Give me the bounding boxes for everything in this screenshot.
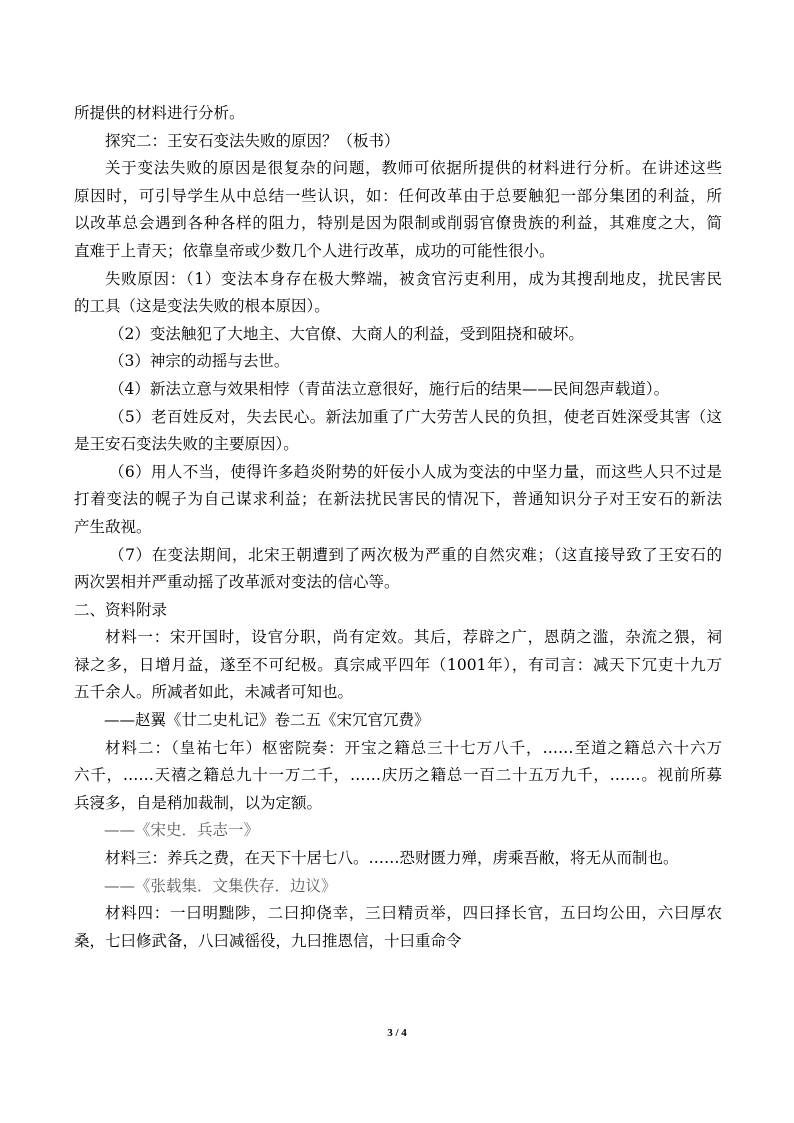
material-text: 兵寖多，自是稍加裁制，以为定额。	[74, 793, 323, 812]
text-line: 以改革总会遇到各种各样的阻力，特别是因为限制或削弱官僚贵族的利益，其难度之大，简	[74, 214, 722, 233]
page-number: 3 / 4	[387, 1027, 407, 1039]
list-item: （7）在变法期间，北宋王朝遭到了两次极为严重的自然灾难；（这直接导致了王安石的	[109, 545, 722, 564]
material-text: 桑，七曰修武备，八曰减徭役，九曰推恩信，十曰重命令	[74, 931, 462, 950]
material-text: 材料一：宋开国时，设官分职，尚有定效。其后，荐辟之广，恩荫之滥，杂流之猥，祠	[105, 628, 722, 647]
list-item: （5）老百姓反对，失去民心。新法加重了广大劳苦人民的负担，使老百姓深受其害（这	[109, 407, 722, 426]
list-item: （3）神宗的动摇与去世。	[109, 352, 290, 371]
list-item: （6）用人不当，使得许多趋炎附势的奸佞小人成为变法的中坚力量，而这些人只不过是	[109, 462, 722, 481]
material-text: 材料二：（皇祐七年）枢密院奏：开宝之籍总三十七万八千，……至道之籍总六十六万	[105, 738, 722, 757]
material-text: 六千，……天禧之籍总九十一万二千，……庆历之籍总一百二十五万九千，……。视前所募	[74, 766, 722, 785]
text-line: 的工具（这是变法失败的根本原因）。	[74, 297, 330, 316]
section-heading: 探究二：王安石变法失败的原因？（板书）	[105, 131, 400, 150]
text-line: 打着变法的幌子为自己谋求利益；在新法扰民害民的情况下，普通知识分子对王安石的新法	[74, 490, 722, 509]
citation: ——赵翼《廿二史札记》卷二五《宋冗官冗费》	[104, 711, 430, 730]
material-text: 材料三：养兵之费，在天下十居七八。……恐财匮力殚，虏乘吾敝，将无从而制也。	[105, 849, 679, 868]
text-line: 两次罢相并严重动摇了改革派对变法的信心等。	[74, 573, 400, 592]
material-text: 材料四：一曰明黜陟，二曰抑侥幸，三曰精贡举，四曰择长官，五曰均公田，六曰厚农	[105, 904, 722, 923]
text-line: 所提供的材料进行分析。	[74, 104, 245, 122]
text-line: 失败原因：（1）变法本身存在极大弊端，被贪官污吏利用，成为其搜刮地皮，扰民害民	[105, 269, 722, 288]
citation: ——《张载集．文集佚存．边议》	[104, 876, 337, 895]
text-line: 关于变法失败的原因是很复杂的问题，教师可依据所提供的材料进行分析。在讲述这些	[105, 159, 722, 178]
list-item: （2）变法触犯了大地主、大官僚、大商人的利益，受到阻挠和破坏。	[109, 324, 584, 343]
document-body	[74, 100, 722, 955]
list-item: （4）新法立意与效果相悖（青苗法立意很好，施行后的结果——民间怨声载道）。	[109, 379, 670, 398]
text-line: 直难于上青天；依靠皇帝或少数几个人进行改革，成功的可能性很小。	[74, 241, 555, 260]
material-text: 五千余人。所减者如此，未减者可知也。	[74, 683, 354, 702]
material-text: 禄之多，日增月益，遂至不可纪极。真宗咸平四年（1001年），有司言：减天下冗吏十九万	[74, 655, 722, 674]
citation: ——《宋史．兵志一》	[104, 821, 260, 840]
text-line: 是王安石变法失败的主要原因）。	[74, 435, 299, 454]
text-line: 产生敌视。	[74, 517, 152, 536]
section-heading: 二、资料附录	[74, 600, 168, 619]
text-line: 原因时，可引导学生从中总结一些认识，如：任何改革由于总要触犯一部分集团的利益，所	[74, 186, 722, 205]
